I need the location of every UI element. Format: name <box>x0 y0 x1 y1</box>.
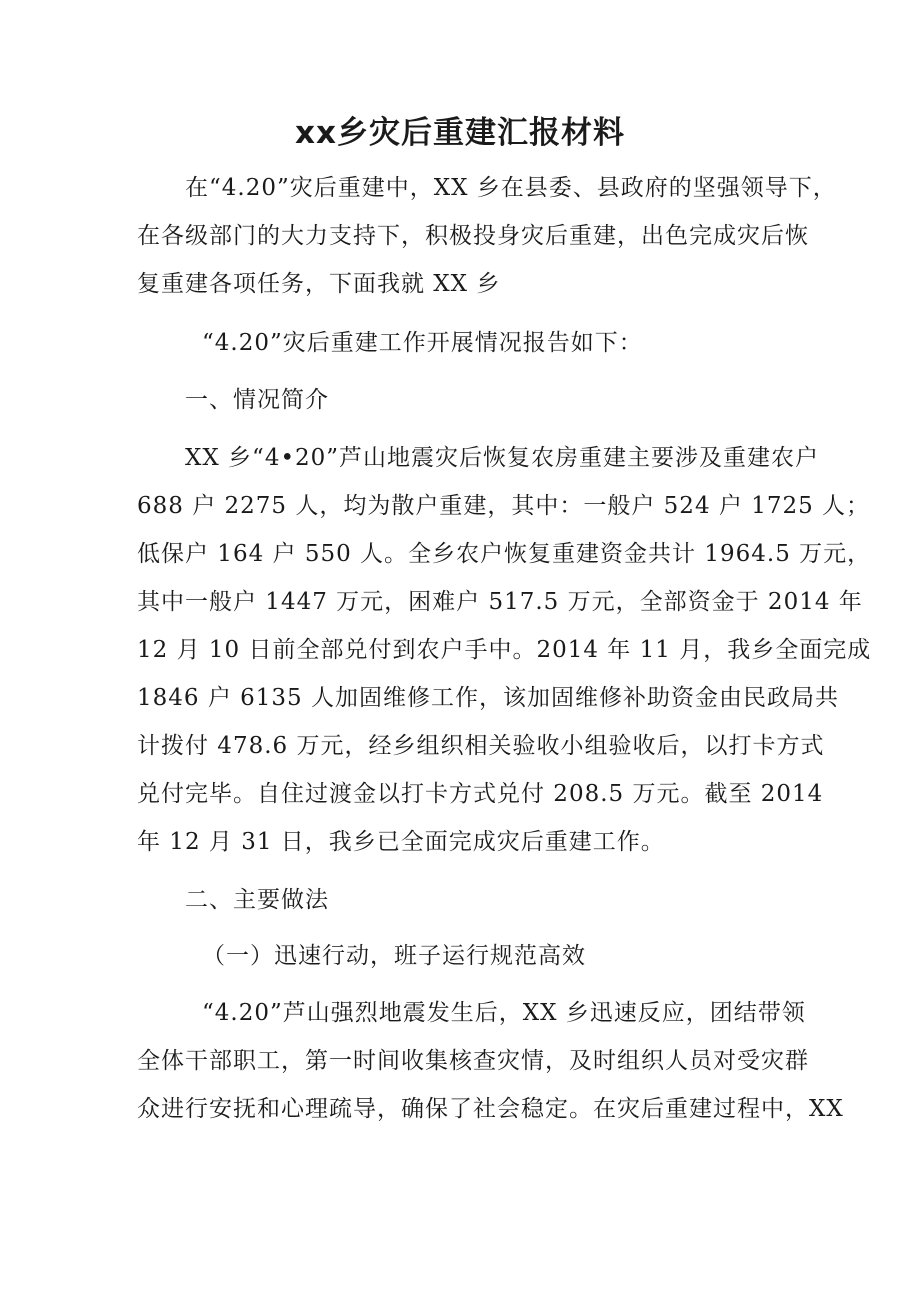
document-title: xx乡灾后重建汇报材料 <box>295 115 625 151</box>
paragraph-line: 众进行安抚和心理疏导，确保了社会稳定。在灾后重建过程中，XX <box>137 1096 844 1122</box>
paragraph-line: 在“4.20”灾后重建中，XX 乡在县委、县政府的坚强领导下， <box>185 175 837 201</box>
paragraph-line: “4.20”灾后重建工作开展情况报告如下： <box>202 330 643 356</box>
paragraph-line: 计拨付 478.6 万元，经乡组织相关验收小组验收后，以打卡方式 <box>137 733 825 759</box>
paragraph-line: 在各级部门的大力支持下，积极投身灾后重建，出色完成灾后恢 <box>137 223 809 249</box>
paragraph-line: 688 户 2275 人，均为散户重建，其中：一般户 524 户 1725 人； <box>137 493 871 519</box>
paragraph-line: 低保户 164 户 550 人。全乡农户恢复重建资金共计 1964.5 万元， <box>137 541 872 567</box>
paragraph-line: XX 乡“4•20”芦山地震灾后恢复农房重建主要涉及重建农户 <box>185 445 820 471</box>
section-heading: 二、主要做法 <box>185 887 329 913</box>
subsection-heading: （一）迅速行动，班子运行规范高效 <box>202 943 586 969</box>
paragraph-line: “4.20”芦山强烈地震发生后，XX 乡迅速反应，团结带领 <box>202 1000 806 1026</box>
paragraph-line: 其中一般户 1447 万元，困难户 517.5 万元，全部资金于 2014 年 <box>137 589 863 615</box>
paragraph-line: 兑付完毕。自住过渡金以打卡方式兑付 208.5 万元。截至 2014 <box>137 781 824 807</box>
paragraph-line: 复重建各项任务，下面我就 XX 乡 <box>137 271 501 297</box>
section-heading: 一、情况简介 <box>185 387 329 413</box>
paragraph-line: 1846 户 6135 人加固维修工作，该加固维修补助资金由民政局共 <box>137 685 839 711</box>
paragraph-line: 12 月 10 日前全部兑付到农户手中。2014 年 11 月，我乡全面完成 <box>137 637 872 663</box>
paragraph-line: 年 12 月 31 日，我乡已全面完成灾后重建工作。 <box>137 829 665 855</box>
paragraph-line: 全体干部职工，第一时间收集核查灾情，及时组织人员对受灾群 <box>137 1048 809 1074</box>
